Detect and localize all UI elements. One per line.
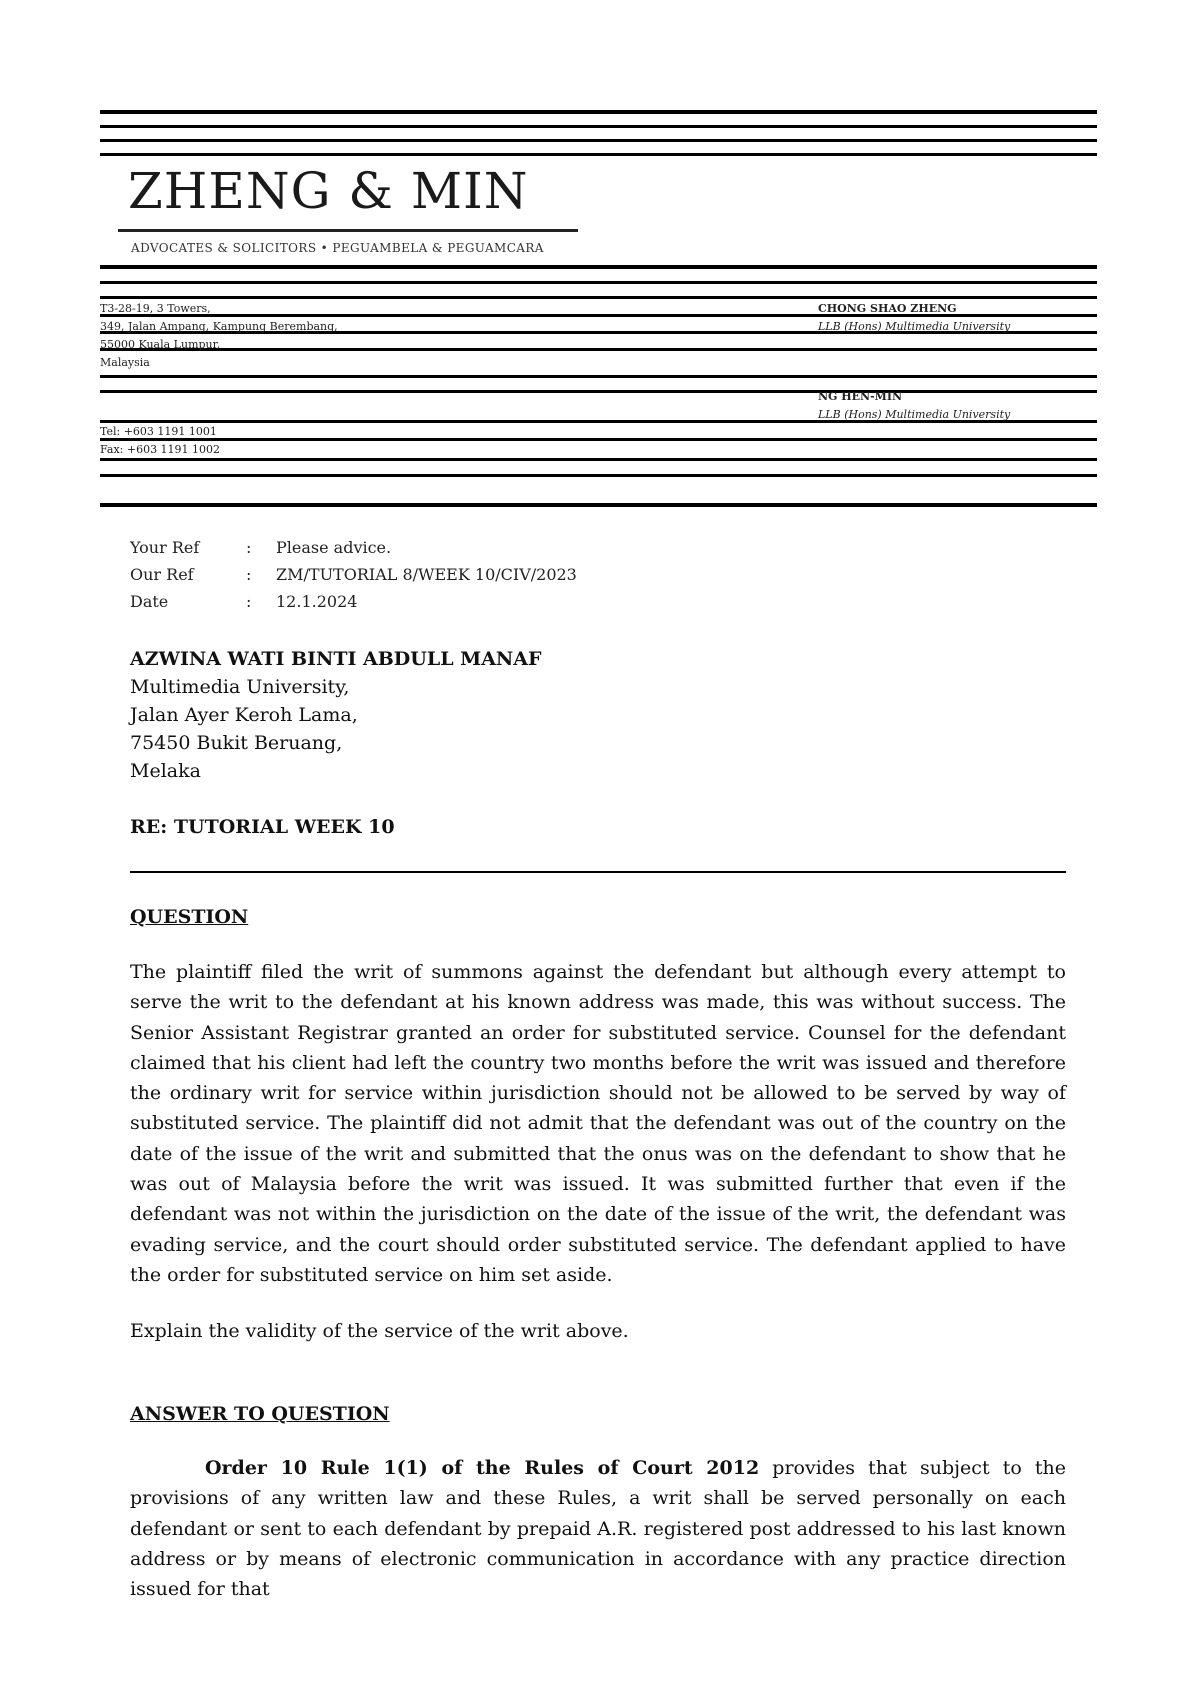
recipient-name: AZWINA WATI BINTI ABDULL MANAF: [130, 648, 542, 670]
ref-label: Your Ref: [130, 538, 200, 557]
ref-colon: :: [246, 565, 252, 584]
firm-name-underline: [118, 229, 578, 232]
partner-name: NG HEN-MIN: [818, 390, 903, 403]
firm-tagline: ADVOCATES & SOLICITORS • PEGUAMBELA & PEGUAMCARA: [131, 241, 544, 255]
ref-value: ZM/TUTORIAL 8/WEEK 10/CIV/2023: [276, 565, 577, 584]
tel-number: Tel: +603 1191 1001: [100, 425, 217, 438]
recipient-address-line: 75450 Bukit Beruang,: [130, 732, 343, 754]
subject-line: RE: TUTORIAL WEEK 10: [130, 816, 395, 838]
ref-value: Please advice.: [276, 538, 392, 557]
question-instruction: Explain the validity of the service of the writ above.: [130, 1320, 629, 1342]
answer-paragraph: [130, 1453, 1066, 1604]
recipient-address-line: Jalan Ayer Keroh Lama,: [130, 704, 358, 726]
subject-rule: [130, 871, 1066, 873]
address-line: 55000 Kuala Lumpur,: [100, 338, 221, 351]
firm-name: ZHENG & MIN: [128, 162, 529, 220]
ref-value: 12.1.2024: [276, 592, 358, 611]
ref-colon: :: [246, 538, 252, 557]
address-line: Malaysia: [100, 356, 150, 369]
question-heading: QUESTION: [130, 906, 249, 928]
address-line: T3-28-19, 3 Towers,: [100, 302, 211, 315]
partner-name: CHONG SHAO ZHENG: [818, 302, 957, 315]
recipient-address-line: Melaka: [130, 760, 201, 782]
address-line: 349, Jalan Ampang, Kampung Berembang,: [100, 320, 338, 333]
ref-label: Our Ref: [130, 565, 194, 584]
partner-qualification: LLB (Hons) Multimedia University: [818, 408, 1011, 421]
answer-body: provides that subject to the provisions of any written law and these Rules, a writ shall be served personally on each defendant or sent to each defendant by prepaid A.R. registered post addressed to his last known address or by means of electronic communication in accordance with any practice direction issued for that: [130, 1457, 1066, 1601]
partner-qualification: LLB (Hons) Multimedia University: [818, 320, 1011, 333]
question-body: The plaintiff filed the writ of summons against the defendant but although every attempt to serve the writ to the defendant at his known address was made, this was without success. The Senior Assistant Registrar granted an order for substituted service. Counsel for the defendant claimed that his client had left the country two months before the writ was issued and therefore the ordinary writ for service within jurisdiction should not be allowed to be served by way of substituted service. The plaintiff did not admit that the defendant was out of the country on the date of the issue of the writ and submitted that the onus was on the defendant to show that he was out of Malaysia before the writ was issued. It was submitted further that even if the defendant was not within the jurisdiction on the date of the issue of the writ, the defendant was evading service, and the court should order substituted service. The defendant applied to have the order for substituted service on him set aside.: [130, 961, 1066, 1286]
fax-number: Fax: +603 1191 1002: [100, 443, 221, 456]
recipient-address-line: Multimedia University,: [130, 676, 350, 698]
ref-label: Date: [130, 592, 169, 611]
ref-colon: :: [246, 592, 252, 611]
answer-heading: ANSWER TO QUESTION: [130, 1403, 390, 1425]
answer-lead-citation: Order 10 Rule 1(1) of the Rules of Court 2012: [205, 1457, 760, 1479]
